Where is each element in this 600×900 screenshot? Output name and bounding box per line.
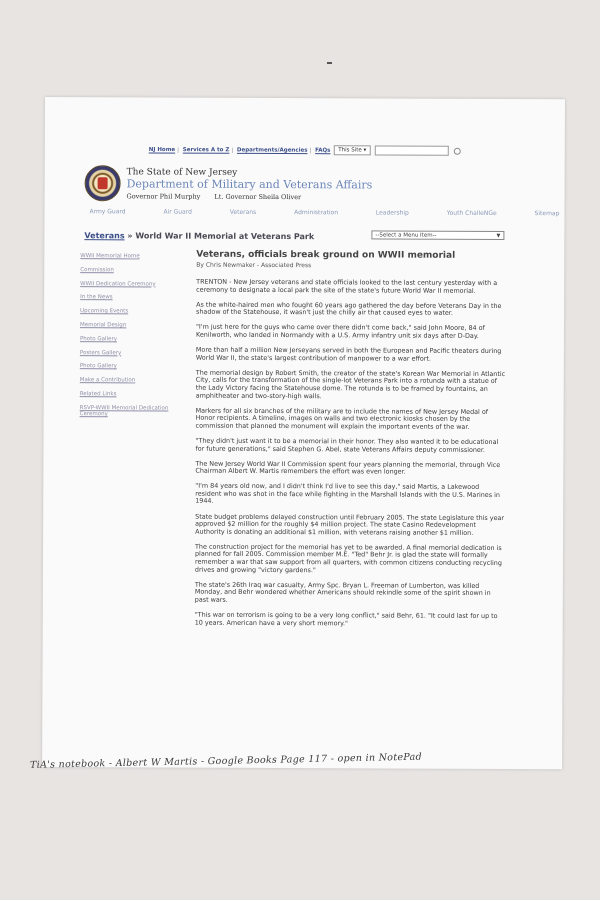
search-icon[interactable] <box>454 147 461 154</box>
pen-mark <box>327 62 332 64</box>
breadcrumb-veterans[interactable]: Veterans <box>84 231 125 241</box>
article-paragraph: "This war on terrorism is going to be a very long conflict," said Behr, 61. "It could last for up to 10 years. American have a very short memory." <box>194 610 498 627</box>
sidebar-item-make-a-contribution[interactable]: Make a Contribution <box>79 377 136 384</box>
sidebar-item-posters-gallery[interactable]: Posters Gallery <box>79 349 122 356</box>
nav-link-nj-home[interactable]: NJ Home <box>148 146 176 154</box>
search-input[interactable] <box>375 145 449 155</box>
top-nav: NJ Home | Services A to Z | Departments/Agencies | FAQs This Site ▾ <box>45 144 565 158</box>
article-paragraph: TRENTON - New Jersey veterans and state officials looked to the last century yesterday with a ceremony to designate a local park the site of the state's future World War II memorial. <box>196 277 498 295</box>
main-nav-army-guard[interactable]: Army Guard <box>89 208 126 216</box>
article-paragraph: The state's 26th Iraq war casualty, Army Spc. Bryan L. Freeman of Lumberton, was killed Monday, and Behr wondered whether Americans should rekindle some of the spirit shown in past wars. <box>194 580 491 604</box>
sidebar-item-commission[interactable]: Commission <box>80 266 114 274</box>
article-paragraph: More than half a million New Jerseyans served in both the European and Pacific theaters during World War II, the state's largest contribution of manpower to a war effort. <box>195 345 502 363</box>
sidebar-item-in-the-news[interactable]: In the News <box>80 294 113 301</box>
article-paragraph: The construction project for the memorial has yet to be awarded. A final memorial dedication is planned for fall 2005. Commission member M.E. "Ted" Behr Jr. is glad the state will formally remember a war that saw support from all quarters, with common citizens conducting recycling drives and growing "victory gardens." <box>194 542 502 574</box>
breadcrumb-separator: » <box>127 231 133 241</box>
department-name: Department of Military and Veterans Affairs <box>126 177 373 192</box>
article-paragraph: As the white-haired men who fought 60 years ago gathered the day before Veterans Day in the shadow of the Statehouse, it wasn't just the chilly air that caused eyes to water. <box>196 300 502 318</box>
sidebar-item-related-links[interactable]: Related Links <box>79 391 117 398</box>
main-nav-administration[interactable]: Administration <box>294 209 339 217</box>
sidebar-item-photo-gallery-2[interactable]: Photo Gallery <box>79 363 117 370</box>
sidebar-item-memorial-design[interactable]: Memorial Design <box>79 322 127 329</box>
site-scope-value: This Site <box>338 147 362 154</box>
article-headline: Veterans, officials break ground on WWII memorial <box>196 249 456 261</box>
state-seal-icon <box>85 165 121 201</box>
article-paragraph: "I'm just here for the guys who came over there didn't come back," said John Moore, 84 of Kenilworth, who landed in Normandy with a U.S. Army infantry unit six days after D-Day. <box>195 323 485 340</box>
article-byline: By Chris Newmaker - Associated Press <box>196 261 312 270</box>
article <box>195 250 507 636</box>
article-paragraph: The memorial design by Robert Smith, the creator of the state's Korean War Memorial in Atlantic City, calls for the transformation of the single-lot Veterans Park into a rotunda with a statue of the Lady Victory facing the Statehouse dome. The rotunda is to be framed by fountains, an amphitheater and two-story-high walls. <box>195 368 506 400</box>
sidebar-item-upcoming-events[interactable]: Upcoming Events <box>80 308 129 315</box>
nav-link-faqs[interactable]: FAQs <box>315 147 331 154</box>
sidebar-item-wwii-memorial-home[interactable]: WWII Memorial Home <box>80 253 140 260</box>
handwritten-note: TiA's notebook - Albert W Martis - Google Books Page 117 - open in NotePad <box>29 751 423 771</box>
printed-page <box>42 97 565 769</box>
lt-governor: Lt. Governor Sheila Oliver <box>214 192 302 202</box>
nav-link-departments[interactable]: Departments/Agencies <box>236 147 308 154</box>
state-name: The State of New Jersey <box>126 167 238 178</box>
sidebar-item-photo-gallery[interactable]: Photo Gallery <box>79 335 117 343</box>
sidebar-item-dedication-ceremony[interactable]: WWII Dedication Ceremony <box>80 280 156 288</box>
article-paragraph: The New Jersey World War II Commission spent four years planning the memorial, through Vice Chairman Albert W. Martis remembers the effort was even longer. <box>195 459 501 476</box>
article-paragraph: "I'm 84 years old now, and I didn't think I'd live to see this day," said Martis, a Lakewood resident who was shot in the face while fighting in the Marshall Islands with the U.S. Marines in 1944. <box>195 481 500 506</box>
nav-link-services[interactable]: Services A to Z <box>182 147 230 154</box>
chevron-down-icon: ▼ <box>496 232 501 239</box>
main-nav-sitemap[interactable]: Sitemap <box>534 210 560 218</box>
menu-item-select[interactable] <box>371 230 504 240</box>
page-title: World War II Memorial at Veterans Park <box>135 231 315 242</box>
site-scope-select[interactable]: This Site ▾ <box>334 145 370 155</box>
sidebar-item-rsvp[interactable]: RSVP-WWII Memorial Dedication Ceremony <box>79 404 169 418</box>
main-nav-veterans[interactable]: Veterans <box>229 208 257 216</box>
sidebar <box>80 253 181 425</box>
officials <box>127 192 314 201</box>
article-paragraph: State budget problems delayed construction until February 2005. The state Legislature this year approved $2 million for the roughly $4 million project. The state Casino Redevelopment Authority is donating an additional $1 million, with veterans raising another $1 million. <box>195 512 505 537</box>
breadcrumb <box>84 231 314 241</box>
menu-item-select-value: --Select a Menu Item-- <box>375 232 437 239</box>
article-paragraph: "They didn't just want it to be a memorial in their honor. They also wanted it to be educational for future generations," said Stephen G. Abel, state Veterans Affairs deputy commissioner. <box>195 436 499 454</box>
main-nav-youth-challenge[interactable]: Youth ChalleNGe <box>446 209 497 217</box>
article-paragraph: Markers for all six branches of the military are to include the names of New Jersey Medal of Honor recipients. A timeline, images on walls and two electronic kiosks chosen by the commission that planned the monument will explain the important events of the war. <box>195 406 489 431</box>
main-nav <box>89 208 559 220</box>
governor: Governor Phil Murphy <box>126 192 201 201</box>
main-nav-leadership[interactable]: Leadership <box>375 209 409 217</box>
main-nav-air-guard[interactable]: Air Guard <box>163 208 192 216</box>
